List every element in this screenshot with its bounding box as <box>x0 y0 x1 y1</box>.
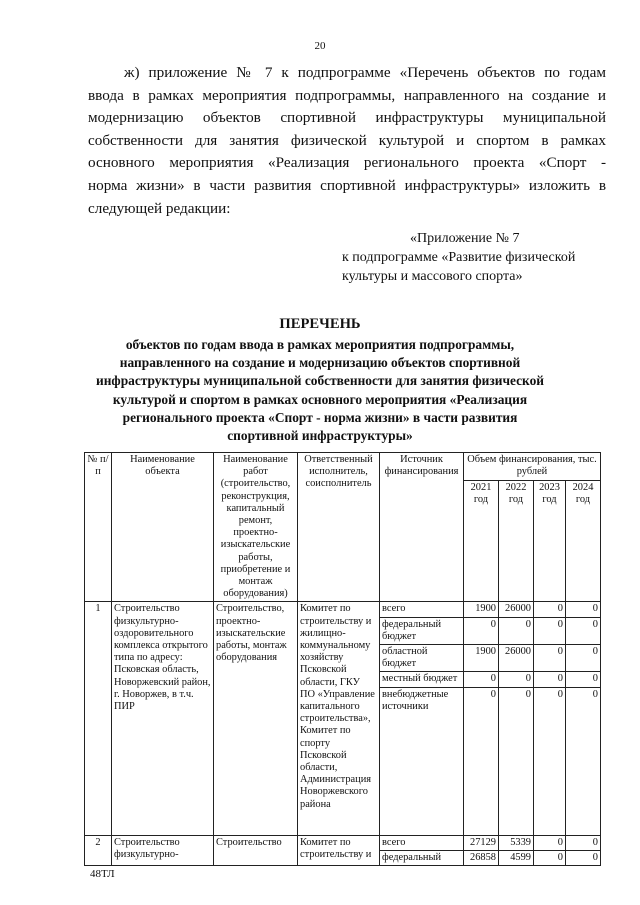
fin-source: федеральный <box>380 850 464 865</box>
fin-source: областной бюджет <box>380 645 464 672</box>
row-object: Строительство физкультурно- <box>112 835 214 865</box>
header-source: Источник финансирования <box>380 453 464 602</box>
fin-value: 26000 <box>499 602 534 617</box>
footer-code: 48ТЛ <box>90 868 115 880</box>
intro-line: норма жизни» в части развития спортивной инфраструктуры» изложить в <box>88 176 606 194</box>
document-title: ПЕРЕЧЕНЬ <box>279 316 361 332</box>
fin-value: 0 <box>534 835 566 850</box>
fin-source: внебюджетные источники <box>380 687 464 835</box>
annex-reference <box>342 229 612 286</box>
intro-paragraph <box>88 62 606 220</box>
intro-line: ж) приложение № 7 к подпрограмме «Перечень объектов по годам <box>124 64 606 81</box>
table-row <box>85 835 601 850</box>
fin-source: всего <box>380 835 464 850</box>
fin-value: 0 <box>566 602 601 617</box>
fin-value: 0 <box>534 672 566 687</box>
row-num: 2 <box>85 835 112 865</box>
row-object: Строительство физкультурно-оздоровительного комплекса открытого типа по адресу: Псковская область, Новоржевский район, г. Новоржев, в т.ч. ПИР <box>112 602 214 835</box>
subtitle-line: регионального проекта «Спорт - норма жизни» в части развития <box>122 409 518 425</box>
row-works: Строительство, проектно-изыскательские работы, монтаж оборудования <box>214 602 298 835</box>
header-year: 2022 год <box>499 480 534 602</box>
header-executor: Ответственный исполнитель, соисполнитель <box>298 453 380 602</box>
fin-value: 0 <box>534 850 566 865</box>
row-executor: Комитет по строительству и жилищно-коммунальному хозяйству Псковской области, ГКУ ПО «Управление капитального строительства», Комитет по спорту Псковской области, Администрация Новоржевского района <box>298 602 380 835</box>
fin-value: 0 <box>534 645 566 672</box>
fin-value: 1900 <box>464 602 499 617</box>
fin-value: 0 <box>566 645 601 672</box>
fin-value: 0 <box>534 687 566 835</box>
intro-line: основного мероприятия «Реализация регионального проекта «Спорт - <box>88 154 606 172</box>
fin-value: 1900 <box>464 645 499 672</box>
fin-value: 26000 <box>499 645 534 672</box>
intro-line: следующей редакции: <box>88 199 231 217</box>
row-works: Строительство <box>214 835 298 865</box>
fin-value: 0 <box>464 617 499 644</box>
table-row <box>85 602 601 617</box>
intro-line: собственности для занятия физической культурой и спортом в рамках <box>88 131 606 149</box>
fin-value: 0 <box>499 617 534 644</box>
fin-value: 0 <box>566 672 601 687</box>
header-num: № п/п <box>85 453 112 602</box>
fin-value: 0 <box>464 672 499 687</box>
annex-line: «Приложение № 7 <box>410 231 520 246</box>
fin-value: 4599 <box>499 850 534 865</box>
fin-value: 26858 <box>464 850 499 865</box>
subtitle-line: культурой и спортом в рамках основного мероприятия «Реализация <box>112 391 528 407</box>
page-number: 20 <box>314 40 326 52</box>
subtitle-line: инфраструктуры муниципальной собственности для занятия физической <box>96 373 544 389</box>
fin-value: 0 <box>566 617 601 644</box>
fin-value: 0 <box>566 687 601 835</box>
header-year: 2024 год <box>566 480 601 602</box>
fin-value: 27129 <box>464 835 499 850</box>
subtitle-line: направленного на создание и модернизацию объектов спортивной <box>119 355 521 371</box>
fin-value: 0 <box>534 617 566 644</box>
fin-value: 0 <box>499 672 534 687</box>
annex-line: к подпрограмме «Развитие физической <box>342 250 576 265</box>
objects-table <box>84 452 601 866</box>
table-header-row <box>85 453 601 481</box>
fin-source: всего <box>380 602 464 617</box>
fin-source: федеральный бюджет <box>380 617 464 644</box>
fin-value: 0 <box>464 687 499 835</box>
header-year: 2023 год <box>534 480 566 602</box>
row-executor: Комитет по строительству и <box>298 835 380 865</box>
intro-line: модернизацию объектов спортивной инфраструктуры муниципальной <box>88 109 606 127</box>
fin-value: 0 <box>534 602 566 617</box>
subtitle-line: спортивной инфраструктуры» <box>227 428 413 444</box>
header-object: Наименование объекта <box>112 453 214 602</box>
fin-value: 0 <box>499 687 534 835</box>
header-volume: Объем финансирования, тыс. рублей <box>464 453 601 481</box>
intro-line: ввода в рамках мероприятия подпрограммы, направленного на создание и <box>88 86 606 104</box>
fin-value: 5339 <box>499 835 534 850</box>
fin-source: местный бюджет <box>380 672 464 687</box>
row-num: 1 <box>85 602 112 835</box>
header-works: Наименование работ (строительство, реконструкция, капитальный ремонт, проектно-изыскательские работы, приобретение и монтаж оборудования) <box>214 453 298 602</box>
document-subtitle <box>80 336 560 445</box>
header-year: 2021 год <box>464 480 499 602</box>
annex-line: культуры и массового спорта» <box>342 269 523 284</box>
fin-value: 0 <box>566 850 601 865</box>
subtitle-line: объектов по годам ввода в рамках мероприятия подпрограммы, <box>125 337 515 352</box>
fin-value: 0 <box>566 835 601 850</box>
